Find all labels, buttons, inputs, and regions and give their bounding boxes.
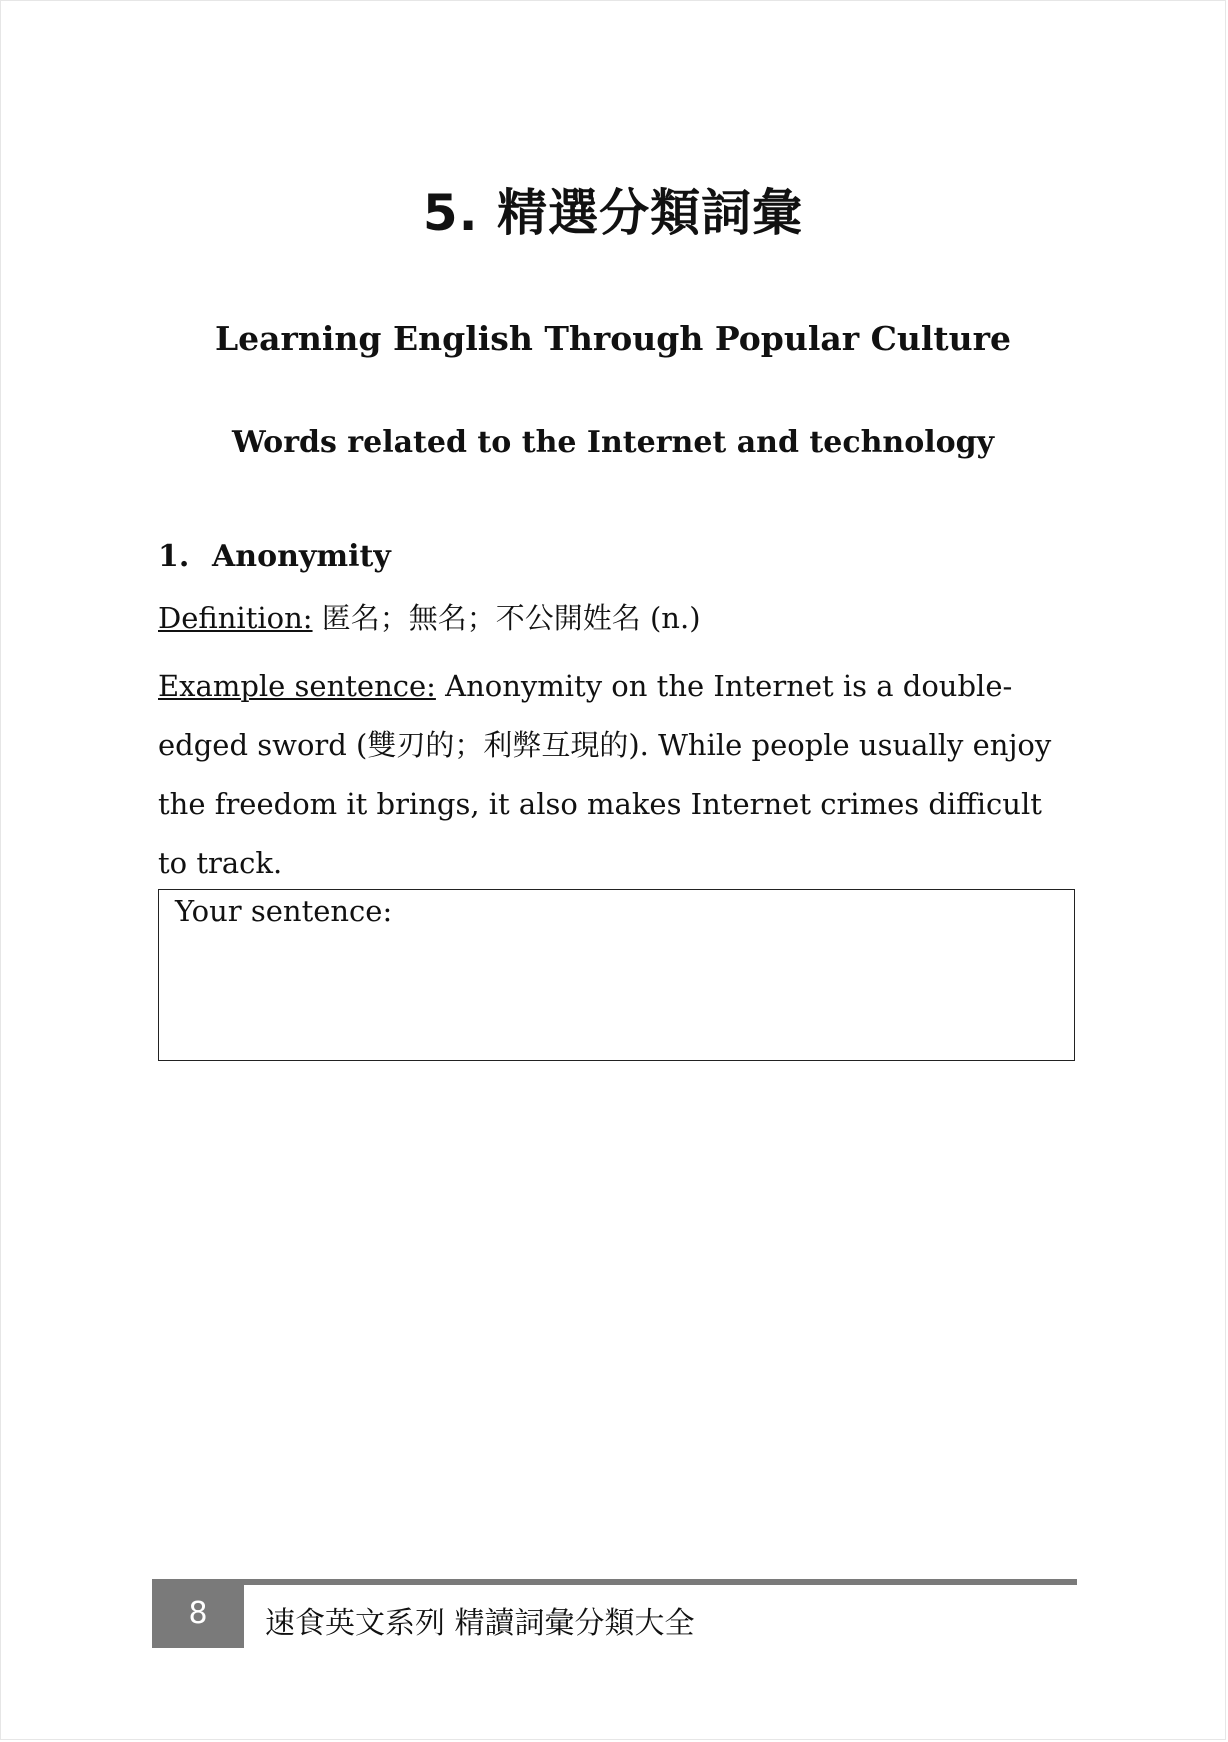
your-sentence-box[interactable] (158, 889, 1075, 1061)
example-text: Anonymity on the Internet is a double-edged sword (雙刃的；利弊互現的). While people usually enjoy the freedom it brings, it also makes Internet crimes difficult to track. (158, 669, 1052, 880)
vocab-entry-heading (158, 539, 391, 574)
entry-word: Anonymity (212, 539, 391, 574)
chapter-title: 5. 精選分類詞彙 (422, 184, 804, 242)
your-sentence-label: Your sentence: (175, 894, 393, 928)
example-label: Example sentence: (158, 669, 436, 703)
entry-definition (158, 596, 701, 637)
entry-example (158, 657, 1078, 893)
section-topic: Words related to the Internet and technology (231, 425, 995, 460)
footer-book-title: 速食英文系列 精讀詞彙分類大全 (265, 1606, 695, 1641)
page-number: 8 (152, 1579, 244, 1648)
entry-number: 1. (158, 539, 190, 574)
section-title: Learning English Through Popular Culture (214, 319, 1012, 358)
definition-text: 匿名；無名；不公開姓名 (n.) (312, 601, 701, 635)
footer-rule (152, 1579, 1077, 1585)
definition-label: Definition: (158, 601, 313, 635)
